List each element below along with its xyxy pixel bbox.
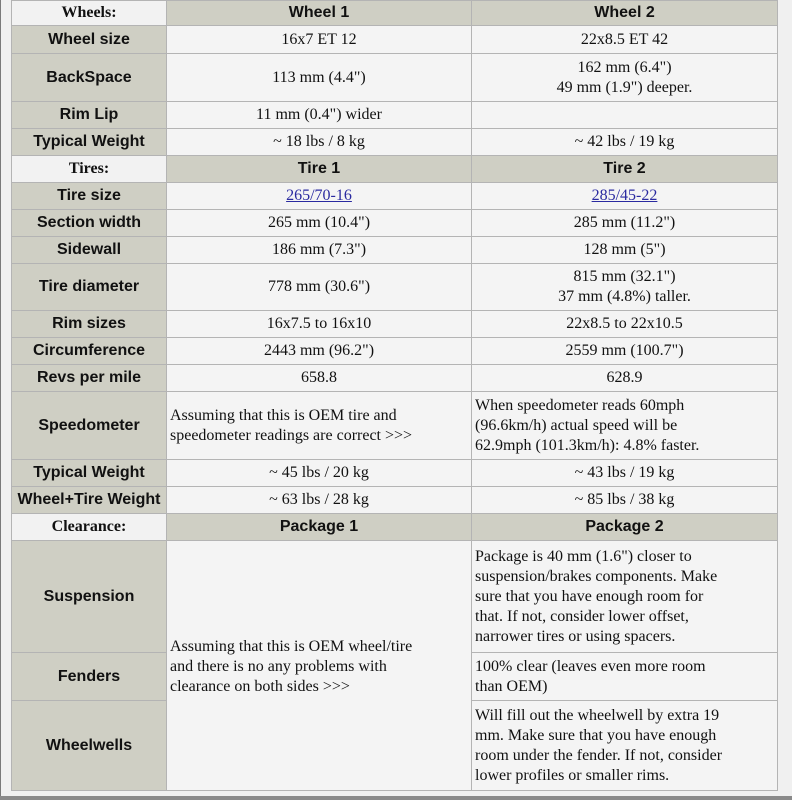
tire-2-weight: ~ 43 lbs / 19 kg xyxy=(472,460,778,487)
col-header-package-1: Package 1 xyxy=(167,514,472,541)
package-2-wheel-tire-weight: ~ 85 lbs / 38 kg xyxy=(472,487,778,514)
row-label-revs-per-mile: Revs per mile xyxy=(12,365,167,392)
table-row xyxy=(12,54,778,102)
tire-1-weight: ~ 45 lbs / 20 kg xyxy=(167,460,472,487)
wheel-2-backspace-value: 162 mm (6.4") xyxy=(577,58,672,76)
tire-1-speedometer-line: speedometer readings are correct >>> xyxy=(170,426,413,444)
tire-1-size-link[interactable]: 265/70-16 xyxy=(286,187,352,204)
table-row xyxy=(12,210,778,237)
table-row xyxy=(12,237,778,264)
col-header-tire-2: Tire 2 xyxy=(472,156,778,183)
table-row xyxy=(12,183,778,210)
tire-2-diameter-diff: 37 mm (4.8%) taller. xyxy=(558,288,691,305)
table-row xyxy=(12,129,778,156)
tire-1-section-width: 265 mm (10.4") xyxy=(167,210,472,237)
package-1-wheel-tire-weight: ~ 63 lbs / 28 kg xyxy=(167,487,472,514)
comparison-table xyxy=(11,0,778,791)
tire-2-diameter xyxy=(472,264,778,311)
row-label-suspension: Suspension xyxy=(12,541,167,653)
row-label-fenders: Fenders xyxy=(12,653,167,701)
tire-2-speedometer-note xyxy=(472,392,778,460)
section-title-wheels: Wheels: xyxy=(12,1,167,26)
col-header-wheel-2: Wheel 2 xyxy=(472,1,778,26)
tire-2-revs-per-mile: 628.9 xyxy=(472,365,778,392)
wheels-header-row xyxy=(12,1,778,26)
row-label-rim-sizes: Rim sizes xyxy=(12,311,167,338)
wheel-2-backspace xyxy=(472,54,778,102)
row-label-backspace: BackSpace xyxy=(12,54,167,102)
tire-1-rim-sizes: 16x7.5 to 16x10 xyxy=(167,311,472,338)
tire-2-speedometer-line: When speedometer reads 60mph xyxy=(475,396,685,414)
tire-1-size-cell xyxy=(167,183,472,210)
row-label-speedometer: Speedometer xyxy=(12,392,167,460)
package-1-note-line: and there is no any problems with xyxy=(170,657,387,675)
package-2-suspension-line: sure that you have enough room for xyxy=(475,587,704,605)
wheel-2-backspace-diff: 49 mm (1.9") deeper. xyxy=(556,78,693,96)
package-1-note-line: Assuming that this is OEM wheel/tire xyxy=(170,637,413,655)
package-2-suspension-line: narrower tires or using spacers. xyxy=(475,627,676,645)
section-title-tires: Tires: xyxy=(12,156,167,183)
wheel-2-size: 22x8.5 ET 42 xyxy=(472,26,778,54)
row-label-wheelwells: Wheelwells xyxy=(12,701,167,791)
tire-1-speedometer-note xyxy=(167,392,472,460)
package-2-wheelwells-line: Will fill out the wheelwell by extra 19 xyxy=(475,706,720,724)
table-row xyxy=(12,264,778,311)
bottom-divider xyxy=(0,796,792,800)
wheel-1-backspace: 113 mm (4.4") xyxy=(167,54,472,102)
row-label-tire-size: Tire size xyxy=(12,183,167,210)
tire-2-section-width: 285 mm (11.2") xyxy=(472,210,778,237)
package-2-wheelwells-line: lower profiles or smaller rims. xyxy=(475,766,670,784)
package-1-note-line: clearance on both sides >>> xyxy=(170,677,350,695)
package-2-suspension-line: Package is 40 mm (1.6") closer to xyxy=(475,547,692,565)
tire-2-diameter-value: 815 mm (32.1") xyxy=(573,268,676,285)
col-header-wheel-1: Wheel 1 xyxy=(167,1,472,26)
tire-2-sidewall: 128 mm (5") xyxy=(472,237,778,264)
package-2-fenders-line: 100% clear (leaves even more room xyxy=(475,657,706,675)
table-row xyxy=(12,102,778,129)
package-2-suspension xyxy=(472,541,778,653)
tire-1-revs-per-mile: 658.8 xyxy=(167,365,472,392)
package-2-fenders xyxy=(472,653,778,701)
table-row xyxy=(12,311,778,338)
tire-2-circumference: 2559 mm (100.7") xyxy=(472,338,778,365)
table-row xyxy=(12,365,778,392)
tire-1-circumference: 2443 mm (96.2") xyxy=(167,338,472,365)
table-row xyxy=(12,541,778,653)
row-label-wheel-tire-weight: Wheel+Tire Weight xyxy=(12,487,167,514)
tire-2-speedometer-line: 62.9mph (101.3km/h): 4.8% faster. xyxy=(475,436,700,454)
package-2-suspension-line: that. If not, consider lower offset, xyxy=(475,607,689,625)
row-label-circumference: Circumference xyxy=(12,338,167,365)
table-row xyxy=(12,487,778,514)
tire-1-diameter: 778 mm (30.6") xyxy=(167,264,472,311)
table-row xyxy=(12,460,778,487)
wheel-1-rim-lip: 11 mm (0.4") wider xyxy=(167,102,472,129)
row-label-tire-weight: Typical Weight xyxy=(12,460,167,487)
package-2-suspension-line: suspension/brakes components. Make xyxy=(475,567,718,585)
row-label-rim-lip: Rim Lip xyxy=(12,102,167,129)
package-2-wheelwells-line: room under the fender. If not, consider xyxy=(475,746,723,764)
tire-2-size-link[interactable]: 285/45-22 xyxy=(591,187,658,204)
row-label-sidewall: Sidewall xyxy=(12,237,167,264)
col-header-package-2: Package 2 xyxy=(472,514,778,541)
tire-1-sidewall: 186 mm (7.3") xyxy=(167,237,472,264)
wheel-2-rim-lip xyxy=(472,102,778,129)
wheel-2-weight: ~ 42 lbs / 19 kg xyxy=(472,129,778,156)
section-title-clearance: Clearance: xyxy=(12,514,167,541)
wheel-1-size: 16x7 ET 12 xyxy=(167,26,472,54)
tire-2-size-cell xyxy=(472,183,778,210)
row-label-wheel-size: Wheel size xyxy=(12,26,167,54)
table-row xyxy=(12,26,778,54)
tire-2-rim-sizes: 22x8.5 to 22x10.5 xyxy=(472,311,778,338)
col-header-tire-1: Tire 1 xyxy=(167,156,472,183)
package-1-clearance-note xyxy=(167,541,472,791)
package-2-wheelwells xyxy=(472,701,778,791)
package-2-wheelwells-line: mm. Make sure that you have enough xyxy=(475,726,717,744)
row-label-wheel-weight: Typical Weight xyxy=(12,129,167,156)
package-2-fenders-line: than OEM) xyxy=(475,677,548,695)
tire-1-speedometer-line: Assuming that this is OEM tire and xyxy=(170,406,397,424)
table-row xyxy=(12,338,778,365)
table-row xyxy=(12,392,778,460)
tires-header-row xyxy=(12,156,778,183)
row-label-tire-diameter: Tire diameter xyxy=(12,264,167,311)
row-label-section-width: Section width xyxy=(12,210,167,237)
clearance-header-row xyxy=(12,514,778,541)
wheel-1-weight: ~ 18 lbs / 8 kg xyxy=(167,129,472,156)
tire-2-speedometer-line: (96.6km/h) actual speed will be xyxy=(475,416,678,434)
